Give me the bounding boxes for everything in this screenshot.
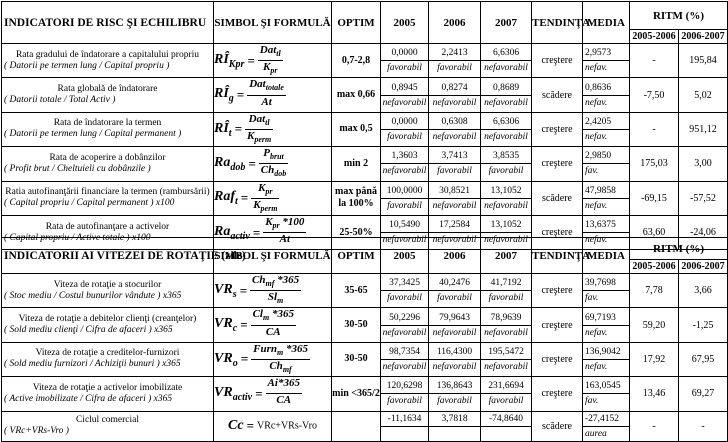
eval-2005: nefavorabil <box>381 359 428 374</box>
tendinta-value: creştere <box>532 377 583 411</box>
optim-value <box>332 411 381 441</box>
indicator-cell <box>2 411 214 441</box>
eval-2007: nefavorabil <box>481 95 531 110</box>
ritm-2005-2006: 13,46 <box>630 377 679 411</box>
media-eval: nefav. <box>583 95 629 110</box>
symbol-formula: $RÎ_{Kpr}$ = $\frac{Dat_{tl}}{K_{pr}}$ <box>214 44 332 78</box>
symbol-formula: $RÎ_g$ = $\frac{Dat_{totale}}{At}$ <box>214 78 332 112</box>
eval-2005: nefavorabil <box>381 95 428 110</box>
symbol-lhs: Raf$_t$ <box>214 189 238 208</box>
table-row <box>2 342 728 376</box>
indicator-cell <box>2 112 214 146</box>
value-2007: 6,6306 nefavorabil <box>481 112 532 146</box>
eval-2005: nefavorabil <box>381 232 428 247</box>
eval-2007: favorabil <box>481 290 531 305</box>
value-2007: 231,6694 favorabil <box>481 377 532 411</box>
symbol-formula: Cc = VRc+VRs-Vro <box>214 411 332 441</box>
indicator-name: Ratia autofinanţării financiare la termen (rambursării) <box>5 187 210 198</box>
value-2005: -11,1634 <box>381 411 429 441</box>
optim-value: min 2 <box>332 147 381 181</box>
rotation-table <box>1 237 728 442</box>
table-row <box>2 308 728 342</box>
value-2005: 0,0000 favorabil <box>381 112 429 146</box>
value-2005: 120,6298 favorabil <box>381 377 429 411</box>
eval-2007: nefavorabil <box>481 60 531 75</box>
ritm-2006-2007: -1,25 <box>679 308 728 342</box>
header-ritm: RITM (%) <box>630 238 728 260</box>
tendinta-value: creştere <box>532 308 583 342</box>
eval-2006: nefavorabil <box>429 359 480 374</box>
symbol-formula: $VR_c$ = $\frac{Cl_m *365}{CA}$ <box>214 308 332 342</box>
eval-2005: favorabil <box>381 129 428 144</box>
optim-value: 30-50 <box>332 342 381 376</box>
indicator-formula-text: ( Sold mediu clienţi / Cifra de afaceri ) x365 <box>4 325 173 336</box>
header-2007: 2007 <box>481 238 532 274</box>
indicator-name: Rata de îndatorare la termen <box>53 118 162 129</box>
media-value: 163,0545 fav. <box>583 377 630 411</box>
value-2006: 30,8521 nefavorabil <box>429 181 481 215</box>
header-2005: 2005 <box>381 2 429 44</box>
indicator-formula-text: ( Stoc mediu / Costul bunurilor vândute ) x365 <box>4 290 182 301</box>
value-2007: 41,7192 favorabil <box>481 274 532 308</box>
media-value: 0,8636 nefav. <box>583 78 630 112</box>
header-optim: OPTIM <box>332 238 381 274</box>
media-eval: nefav. <box>583 129 629 144</box>
formula-fraction: $\frac{Ch_{mf} *365}{Sl_m}$ <box>252 274 300 306</box>
ritm-2006-2007: - <box>679 411 728 441</box>
symbol-lhs: $RÎ_g$ <box>214 86 234 104</box>
table-row <box>2 274 728 308</box>
eval-2005: nefavorabil <box>381 325 428 340</box>
risk-table <box>1 1 728 250</box>
eval-2007: nefavorabil <box>481 198 531 213</box>
value-2005: 100,0000 favorabil <box>381 181 429 215</box>
indicator-cell <box>2 44 214 78</box>
formula-fraction: $\frac{Furn_m *365}{Ch_{mf}}$ <box>253 342 308 375</box>
indicator-cell <box>2 274 214 308</box>
indicator-formula-text: ( Datorii pe termen lung / Capital permanent ) <box>4 129 182 140</box>
eval-2007: nefavorabil <box>481 325 531 340</box>
header-ritm-2005-2006: 2005-2006 <box>630 260 679 274</box>
symbol-lhs: $VR_o$ <box>214 350 238 369</box>
indicator-cell <box>2 181 214 215</box>
eval-2007: nefavorabil <box>481 232 531 247</box>
value-2006: 116,4300 nefavorabil <box>429 342 481 376</box>
header-ritm-2005-2006: 2005-2006 <box>630 30 679 44</box>
indicator-formula-text: ( Datorii pe termen lung / Capital propriu ) <box>4 60 170 71</box>
value-2006: 40,2476 favorabil <box>429 274 481 308</box>
eval-2007: nefavorabil <box>481 359 531 374</box>
indicator-name: Rata gradului de îndatorare a capitalului propriu <box>15 49 200 60</box>
media-eval: nefav. <box>583 325 629 340</box>
header-ritm: RITM (%) <box>630 2 728 30</box>
tendinta-value: creştere <box>532 112 583 146</box>
symbol-lhs: $RÎ_{Kpr}$ <box>214 51 245 70</box>
optim-value: 35-65 <box>332 274 381 308</box>
media-value: 47,9858 nefav. <box>583 181 630 215</box>
symbol-lhs: $VR_c$ <box>214 316 238 334</box>
formula-fraction: $\frac{Cl_m *365}{CA}$ <box>252 308 294 338</box>
value-2005: 98,7354 nefavorabil <box>381 342 429 376</box>
table-row <box>2 181 728 215</box>
header-simbol: SIMBOL ŞI FORMULĂ <box>214 238 332 274</box>
header-2005: 2005 <box>381 238 429 274</box>
tendinta-value: creştere <box>532 274 583 308</box>
value-2006: 79,9643 nefavorabil <box>429 308 481 342</box>
ritm-2006-2007: 3,00 <box>679 147 728 181</box>
media-value: 13,6375 nefav. <box>583 215 630 249</box>
eval-2005: favorabil <box>381 290 428 305</box>
ritm-2006-2007: 951,12 <box>679 112 728 146</box>
tendinta-value: scădere <box>532 411 583 441</box>
value-2005: 37,3425 favorabil <box>381 274 429 308</box>
value-2006: 0,8274 nefavorabil <box>429 78 481 112</box>
eval-2006: nefavorabil <box>429 129 480 144</box>
value-2007: 78,9639 nefavorabil <box>481 308 532 342</box>
eval-2006: favorabil <box>429 290 480 305</box>
indicator-name: Rata de autofinanţare a activelor <box>45 221 170 232</box>
media-value: 2,9573 nefav. <box>583 44 630 78</box>
value-2007: 0,8689 nefavorabil <box>481 78 532 112</box>
header-ritm-2006-2007: 2006-2007 <box>679 260 728 274</box>
indicator-formula-text: ( Sold mediu furnizori / Achiziţii bunuri ) x365 <box>4 359 181 370</box>
indicator-cell <box>2 342 214 376</box>
media-value: 2,9850 fav. <box>583 147 630 181</box>
optim-value: 0,7-2,8 <box>332 44 381 78</box>
table-row <box>2 147 728 181</box>
value-2005: 1,3603 nefavorabil <box>381 147 429 181</box>
indicator-formula-text: ( Capital propriu / Active totale ) x100 <box>4 232 151 243</box>
media-eval: nefav. <box>583 198 629 213</box>
symbol-lhs: $VR_s$ <box>214 281 237 300</box>
table-row <box>2 78 728 112</box>
symbol-formula: $VR_{activ}$ = $\frac{Ai*365}{CA}$ <box>214 377 332 411</box>
header-2007: 2007 <box>481 2 532 44</box>
indicator-formula-text: ( VRc+VRs-Vro ) <box>4 426 69 436</box>
media-value: 136,9042 nefav. <box>583 342 630 376</box>
media-eval: nefav. <box>583 359 629 374</box>
formula-fraction: $\frac{P_{brut}}{Ch_{dob}}$ <box>260 147 287 179</box>
media-eval: nefav. <box>583 60 629 75</box>
symbol-formula: Raf$_t$ = $\frac{K_{pr}}{K_{perm}}$ <box>214 181 332 215</box>
symbol-formula: $VR_s$ = $\frac{Ch_{mf} *365}{Sl_m}$ <box>214 274 332 308</box>
ritm-2006-2007: -24,06 <box>679 215 728 249</box>
media-eval: aurea <box>583 426 629 441</box>
indicator-formula-text: ( Profit brut / Cheltuieli cu dobânzile ) <box>4 163 151 174</box>
media-value: -27,4152 aurea <box>583 411 630 441</box>
ritm-2005-2006: -69,15 <box>630 181 679 215</box>
media-value: 39,7698 fav. <box>583 274 630 308</box>
formula-fraction: $\frac{K_{pr}}{K_{perm}}$ <box>253 181 278 213</box>
eval-2006: nefavorabil <box>429 232 480 247</box>
indicator-name: Ciclul comercial <box>75 415 140 425</box>
media-eval: fav. <box>583 393 629 408</box>
header-media: MEDIA <box>583 2 630 44</box>
tendinta-value: creştere <box>532 44 583 78</box>
value-2006: 0,6308 nefavorabil <box>429 112 481 146</box>
eval-2007: favorabil <box>481 393 531 408</box>
table-row <box>2 112 728 146</box>
optim-value: 25-50% <box>332 215 381 249</box>
indicator-name: Viteza de rotaţie a debitelor clienţi (creanţelor) <box>18 314 197 325</box>
eval-2006: favorabil <box>429 163 480 178</box>
value-2005: 10,5490 nefavorabil <box>381 215 429 249</box>
value-2007: 3,8535 favorabil <box>481 147 532 181</box>
symbol-lhs: $Ra_{dob}$ <box>214 154 246 173</box>
ritm-2005-2006: - <box>630 44 679 78</box>
eval-2005: favorabil <box>381 60 428 75</box>
formula-fraction: $\frac{Dat_{tl}}{K_{perm}}$ <box>247 112 272 145</box>
header-tendinta: TENDINŢA <box>532 2 583 44</box>
table-row <box>2 44 728 78</box>
indicator-name: Rata globală de îndatorare <box>57 84 158 95</box>
indicator-name: Rata de acoperire a dobânzilor <box>49 152 166 163</box>
eval-2007: nefavorabil <box>481 129 531 144</box>
header-simbol: SIMBOL ŞI FORMULĂ <box>214 2 332 44</box>
value-2006: 3,7818 <box>429 411 481 441</box>
media-value: 2,4205 nefav. <box>583 112 630 146</box>
ritm-2006-2007: 67,95 <box>679 342 728 376</box>
value-2006: 17,2584 nefavorabil <box>429 215 481 249</box>
optim-value: max până la 100% <box>332 181 381 215</box>
symbol-lhs: $VR_{activ}$ <box>214 384 253 403</box>
eval-2007: favorabil <box>481 163 531 178</box>
eval-2005: favorabil <box>381 198 428 213</box>
value-2007: 195,5472 nefavorabil <box>481 342 532 376</box>
header-media: MEDIA <box>583 238 630 274</box>
eval-2006: favorabil <box>429 393 480 408</box>
ritm-2006-2007: 3,66 <box>679 274 728 308</box>
ritm-2005-2006: 63,60 <box>630 215 679 249</box>
indicator-cell <box>2 78 214 112</box>
tendinta-value: creştere <box>532 215 583 249</box>
eval-2006: nefavorabil <box>429 325 480 340</box>
header-optim: OPTIM <box>332 2 381 44</box>
indicator-formula-text: ( Capital propriu / Capital permanent ) x100 <box>4 198 175 209</box>
tendinta-value: scădere <box>532 78 583 112</box>
media-eval: fav. <box>583 163 629 178</box>
tendinta-value: scădere <box>532 181 583 215</box>
optim-value: min <365/2 <box>332 377 381 411</box>
value-2007: 13,1052 nefavorabil <box>481 181 532 215</box>
indicator-cell <box>2 377 214 411</box>
ritm-2006-2007: 69,27 <box>679 377 728 411</box>
media-value: 69,7193 nefav. <box>583 308 630 342</box>
value-2005: 0,0000 favorabil <box>381 44 429 78</box>
indicator-formula-text: ( Datorii totale / Total Activ ) <box>4 95 116 106</box>
symbol-formula: $VR_o$ = $\frac{Furn_m *365}{Ch_{mf}}$ <box>214 342 332 376</box>
eval-2006: nefavorabil <box>429 198 480 213</box>
header-tendinta: TENDINŢA <box>532 238 583 274</box>
ritm-2005-2006: -7,50 <box>630 78 679 112</box>
value-2007: 13,1052 nefavorabil <box>481 215 532 249</box>
optim-value: max 0,5 <box>332 112 381 146</box>
header-2006: 2006 <box>429 238 481 274</box>
value-2005: 50,2296 nefavorabil <box>381 308 429 342</box>
symbol-lhs: $RÎ_t$ <box>214 120 232 139</box>
symbol-formula: $Ra_{dob}$ = $\frac{P_{brut}}{Ch_{dob}}$ <box>214 147 332 181</box>
indicator-name: Viteza de rotaţie a creditelor-furnizori <box>35 348 180 359</box>
value-2007: -74,8640 <box>481 411 532 441</box>
indicator-formula-text: ( Active imobilizate / Cifra de afaceri ) x365 <box>4 393 173 404</box>
indicator-cell <box>2 147 214 181</box>
ritm-2005-2006: 59,20 <box>630 308 679 342</box>
header-ritm-2006-2007: 2006-2007 <box>679 30 728 44</box>
formula-fraction: $\frac{Dat_{tl}}{K_{pr}}$ <box>259 44 281 76</box>
ritm-2005-2006: 7,78 <box>630 274 679 308</box>
indicator-name: Viteza de rotaţie a stocurilor <box>53 279 162 290</box>
ritm-2005-2006: 17,92 <box>630 342 679 376</box>
media-eval: fav. <box>583 290 629 305</box>
formula-fraction: $\frac{K_{pr} *100}{At}$ <box>265 215 305 246</box>
table-row <box>2 377 728 411</box>
value-2006: 136,8643 favorabil <box>429 377 481 411</box>
table-row-cycle <box>2 411 728 441</box>
optim-value: 30-50 <box>332 308 381 342</box>
formula-fraction: $\frac{Ai*365}{CA}$ <box>267 377 300 407</box>
ritm-2006-2007: 195,84 <box>679 44 728 78</box>
symbol-lhs: $Ra_{activ}$ <box>214 223 250 242</box>
ritm-2006-2007: 5,02 <box>679 78 728 112</box>
ritm-2005-2006: - <box>630 411 679 441</box>
ritm-2005-2006: - <box>630 112 679 146</box>
value-2006: 2,2413 favorabil <box>429 44 481 78</box>
eval-2006: nefavorabil <box>429 95 480 110</box>
symbol-formula: $Ra_{activ}$ = $\frac{K_{pr} *100}{At}$ <box>214 215 332 249</box>
eval-2005: favorabil <box>381 393 428 408</box>
ritm-2006-2007: -57,52 <box>679 181 728 215</box>
risk-table-title: INDICATORI DE RISC ŞI ECHILIBRU <box>2 2 214 44</box>
value-2007: 6,6306 nefavorabil <box>481 44 532 78</box>
eval-2005: nefavorabil <box>381 163 428 178</box>
value-2006: 3,7413 favorabil <box>429 147 481 181</box>
formula-fraction: $\frac{Dat_{totale}}{At}$ <box>249 78 284 108</box>
eval-2006: favorabil <box>429 60 480 75</box>
ritm-2005-2006: 175,03 <box>630 147 679 181</box>
rotation-table-title: INDICATORII AI VITEZEI DE ROTAŢIE (zile) <box>2 238 214 274</box>
optim-value: max 0,66 <box>332 78 381 112</box>
header-2006: 2006 <box>429 2 481 44</box>
value-2005: 0,8945 nefavorabil <box>381 78 429 112</box>
symbol-formula: $RÎ_t$ = $\frac{Dat_{tl}}{K_{perm}}$ <box>214 112 332 146</box>
indicator-name: Viteza de rotaţie a activelor imobilizate <box>32 382 183 393</box>
indicator-cell <box>2 308 214 342</box>
media-eval: nefav. <box>583 232 629 247</box>
tendinta-value: creştere <box>532 342 583 376</box>
tendinta-value: creştere <box>532 147 583 181</box>
